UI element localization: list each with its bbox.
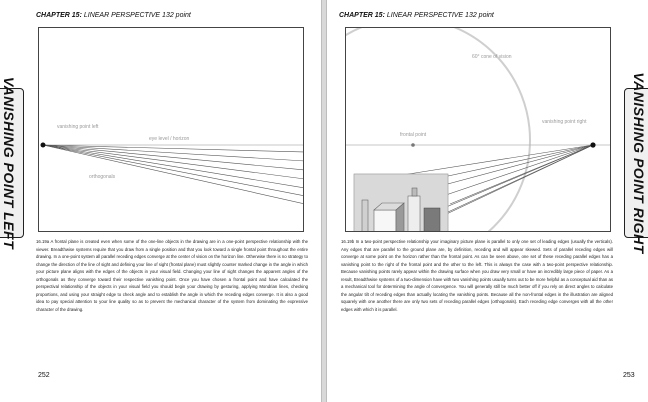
figure-caption: 16.19b In a two-point perspective relationship your imaginary picture plane is parallel to only one set of leading edges (usually the verticals). Any edges that are parallel to the ground plane are, by definition, receding and will appear skewed. Sets of parallel receding edges will converge at some point on the horizon rather than the frontal point. As can be seen above, one set of these receding parallel edges has a vanishing point to the right of the frontal point and the other to the left. This is always the case with a two-point perspective relationship. Because vanishing points rarely appear within the drawing surface when you draw very small or have an incredibly large piece of paper. As a result, Breadthwise systems of a two-dimension have with two vanishing points usually turns out to be more helpful as a conceptual aid than as a mechanical tool for determining the angle of convergence. You will generally still be much better off if you rely on direct angles to calculate the angular tilt of receding edges than actually locating the vanishing points. Because all the non-frontal edges in the illustration are aligned squarely with one another there are only two sets of receding parallel edges (orthogonals). Each receding edge converges with all the other edges with which it is parallel. bbox=[341, 239, 613, 312]
running-header bbox=[36, 12, 191, 19]
perspective-diagram bbox=[346, 28, 611, 232]
section-tab-label: VANISHING POINT LEFT bbox=[1, 76, 17, 250]
header-chapter: CHAPTER 15: bbox=[339, 12, 385, 19]
frontal-point-label: frontal point bbox=[400, 132, 427, 138]
page-number: 252 bbox=[38, 372, 50, 379]
left-page bbox=[0, 0, 322, 402]
header-chapter: CHAPTER 15: bbox=[36, 12, 82, 19]
perspective-diagram bbox=[39, 28, 304, 232]
two-point-perspective-figure bbox=[345, 27, 611, 232]
horizon-label: eye level / horizon bbox=[149, 136, 190, 142]
vanishing-point-marker bbox=[590, 142, 595, 147]
right-page bbox=[326, 0, 648, 402]
cone-of-vision-label: 60° cone of vision bbox=[472, 54, 512, 60]
vanishing-point-marker bbox=[41, 143, 46, 148]
section-tab-label: VANISHING POINT RIGHT bbox=[631, 72, 647, 254]
header-title: LINEAR PERSPECTIVE 132 point bbox=[386, 12, 494, 19]
running-header bbox=[339, 12, 494, 19]
page-number: 253 bbox=[623, 372, 635, 379]
vanishing-point-label: vanishing point left bbox=[57, 124, 99, 130]
one-point-perspective-figure bbox=[38, 27, 304, 232]
figure-caption: 16.19a A frontal plane is created even when some of the one-line objects in the drawing are in a one-point perspective relationship with the viewer. Breadthwise systems require that you draw from a single position and that you look toward a single frontal point throughout the entire drawing. In a one-point system all parallel receding edges converge at the center of vision on the horizon line. Otherwise there is no strategy to change the direction of the line of sight and defining your line of sight (frontal plane) must slightly counter marked change in the angle in which your picture plane aligns with the edges of the objects in your visual field. Changing your line of sight changes the apparent angles of the orthogonals as they converge toward their respective vanishing point. Once you have chosen a frontal point and have calculated the perspectival relationship of the objects in your visual field you should begin your drawing by gesturing, applying Mondrian lines, checking proportions, and using your straight edge to check angle and to establish the angle in which the receding edges converge. It is also a good idea to pay special attention to your line quality so as to prevent the mechanical character of the system from dominating the expressive character of the drawing. bbox=[36, 239, 308, 312]
still-life-photo bbox=[354, 174, 448, 232]
orthogonals-label: orthogonals bbox=[89, 174, 116, 180]
section-tab-left bbox=[0, 76, 24, 250]
header-title: LINEAR PERSPECTIVE 132 point bbox=[83, 12, 191, 19]
frontal-point-marker bbox=[411, 143, 415, 147]
vanishing-point-label: vanishing point right bbox=[542, 119, 587, 125]
converging-lines bbox=[43, 145, 304, 204]
section-tab-right bbox=[624, 72, 648, 254]
